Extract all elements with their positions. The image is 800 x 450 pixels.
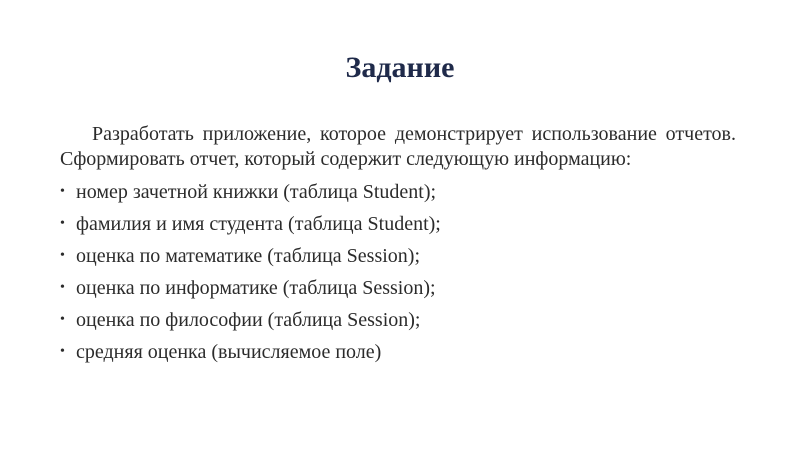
- list-item-text: оценка по философии (таблица Session);: [76, 309, 421, 331]
- slide-title: Задание: [345, 51, 455, 84]
- requirements-list: [60, 176, 736, 368]
- bullet-icon: •: [60, 312, 65, 327]
- bullet-icon: •: [60, 216, 65, 231]
- list-item: [60, 240, 736, 272]
- list-item: [60, 304, 736, 336]
- bullet-icon: •: [60, 184, 65, 199]
- list-item-text: номер зачетной книжки (таблица Student);: [76, 181, 437, 203]
- list-item: [60, 176, 736, 208]
- list-item: [60, 272, 736, 304]
- bullet-icon: •: [60, 248, 65, 263]
- list-item-text: средняя оценка (вычисляемое поле): [76, 341, 382, 363]
- slide-body: [60, 122, 736, 368]
- list-item: [60, 336, 736, 368]
- list-item: [60, 208, 736, 240]
- list-item-text: оценка по математике (таблица Session);: [76, 245, 420, 267]
- bullet-icon: •: [60, 280, 65, 295]
- list-item-text: фамилия и имя студента (таблица Student);: [76, 213, 441, 235]
- bullet-icon: •: [60, 344, 65, 359]
- task-description: Разработать приложение, которое демонстрирует использование отчетов. Сформировать отчет, который содержит следующую информацию:: [60, 123, 736, 170]
- list-item-text: оценка по информатике (таблица Session);: [76, 277, 436, 299]
